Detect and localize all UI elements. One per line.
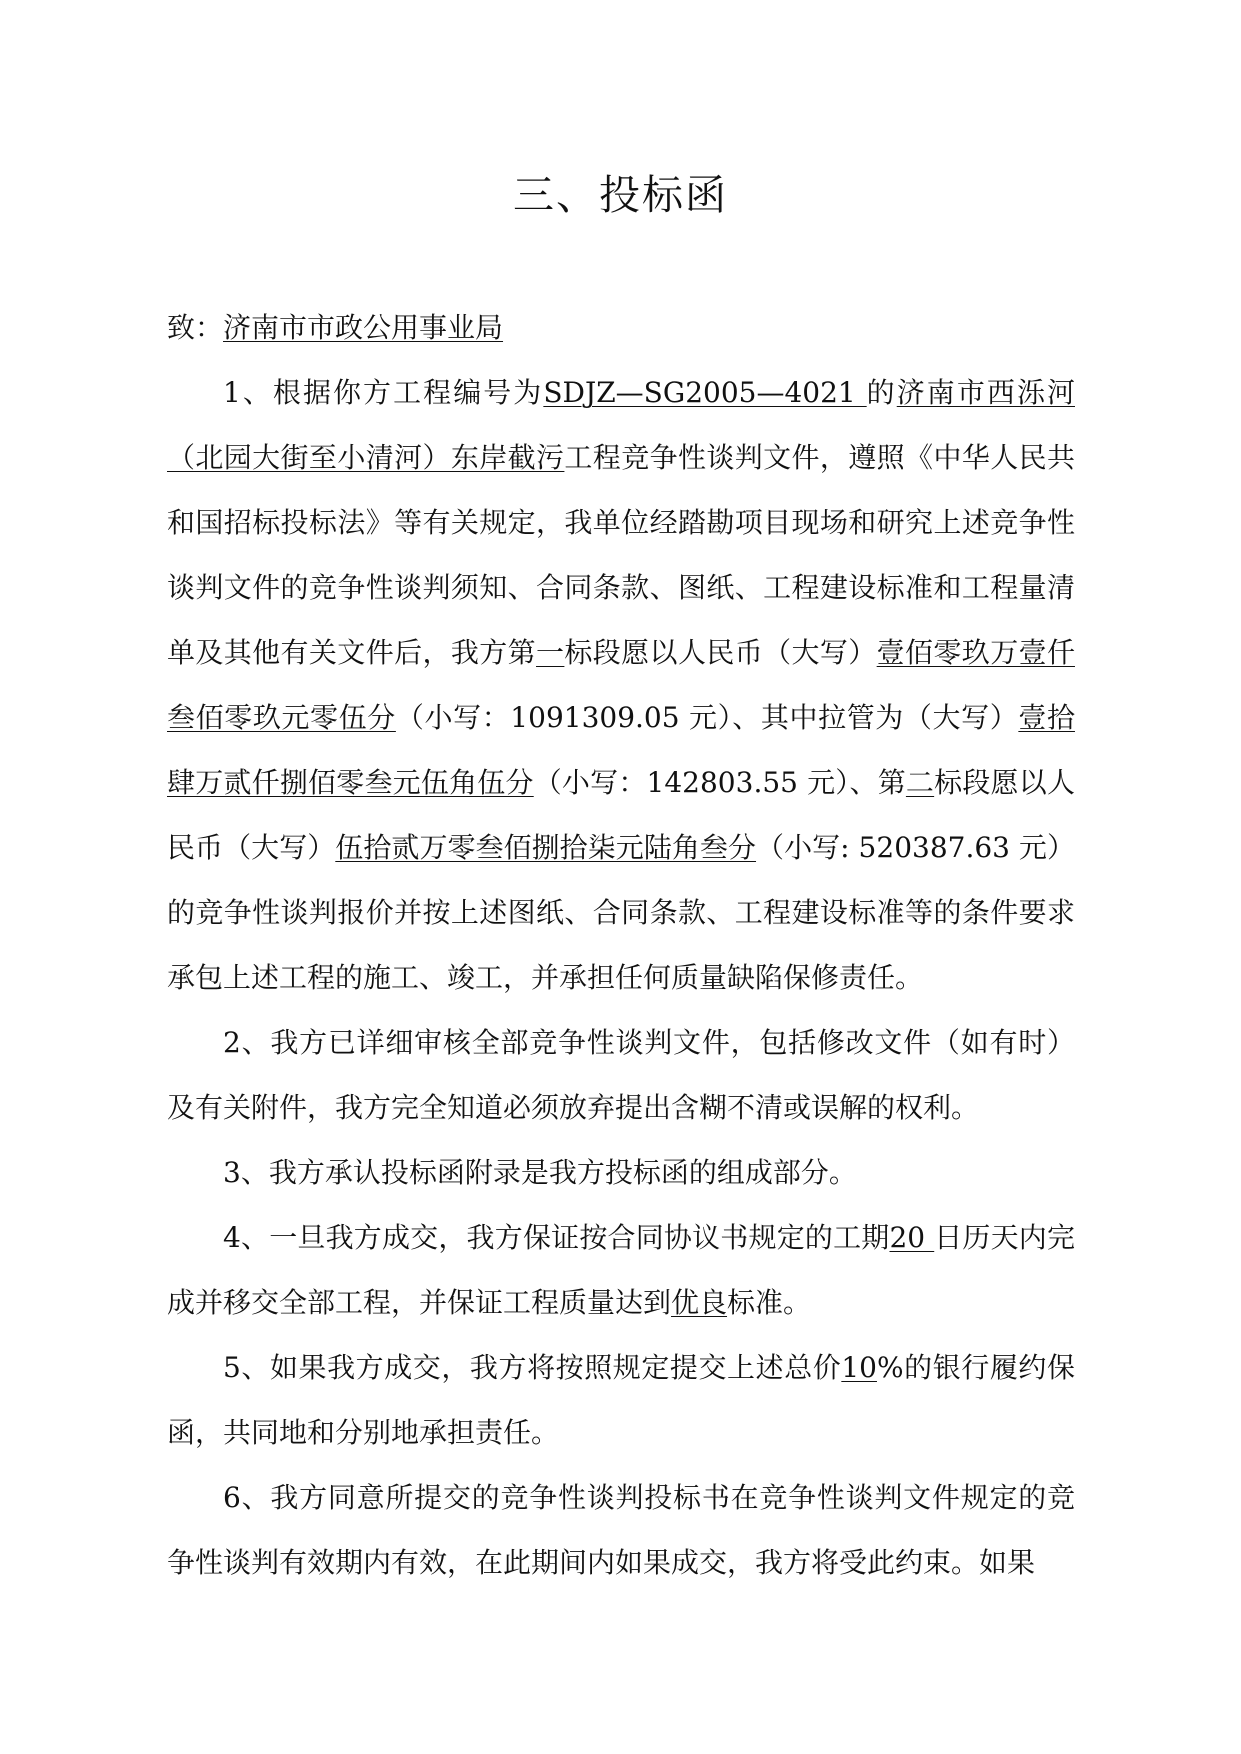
pipe-amount-words: 壹拾肆万贰仟捌佰零叁元伍角伍分: [167, 701, 1075, 799]
p1-text-4: 标段愿以人民币（大写）: [564, 636, 877, 669]
p1-text-6: （小写：142803.55 元）、第: [533, 766, 906, 799]
section1-number: 一: [536, 636, 565, 669]
p1-text-5: （小写：1091309.05 元）、其中拉管为（大写）: [395, 701, 1019, 734]
recipient-prefix: 致：: [167, 311, 224, 344]
p5-text-2: %的银行履约保函，共同地和分别地承担责任。: [167, 1351, 1075, 1449]
p1-text-3: 工程竞争性谈判文件，遵照《中华人民共和国招标投标法》等有关规定，我单位经踏勘项目现场和研究上述竞争性谈判文件的竞争性谈判须知、合同条款、图纸、工程建设标准和工程量清单及其他有关文件后，我方第: [167, 441, 1075, 669]
p4-text-1: 4、一旦我方成交，我方保证按合同协议书规定的工期: [223, 1221, 890, 1254]
quality-grade: 优良: [671, 1286, 728, 1319]
project-code: SDJZ—SG2005—4021: [543, 376, 867, 409]
p1-text-8: （小写: 520387.63 元）的竞争性谈判报价并按上述图纸、合同条款、工程建设标准等的条件要求承包上述工程的施工、竣工，并承担任何质量缺陷保修责任。: [167, 831, 1075, 994]
p4-text-2: 日历天内完成并移交全部工程，并保证工程质量达到: [167, 1221, 1075, 1319]
p1-text-1: 1、根据你方工程编号为: [223, 376, 544, 409]
p1-text-2: 的: [866, 376, 897, 409]
letter-body: [167, 295, 1075, 1595]
section2-amount-words: 伍拾贰万零叁佰捌拾柒元陆角叁分: [335, 831, 757, 864]
project-name: 济南市西泺河（北园大街至小清河）东岸截污: [167, 376, 1075, 474]
paragraph-3: 3、我方承认投标函附录是我方投标函的组成部分。: [223, 1156, 857, 1189]
p1-text-7: 标段愿以人民币（大写）: [167, 766, 1075, 864]
paragraph-6: 6、我方同意所提交的竞争性谈判投标书在竞争性谈判文件规定的竞争性谈判有效期内有效，在此期间内如果成交，我方将受此约束。如果: [167, 1481, 1075, 1579]
page-title: 三、投标函: [513, 171, 728, 219]
section2-number: 二: [905, 766, 935, 799]
p5-text-1: 5、如果我方成交，我方将按照规定提交上述总价: [223, 1351, 842, 1384]
construction-duration: 20: [889, 1221, 935, 1254]
section1-amount-words: 壹佰零玖万壹仟叁佰零玖元零伍分: [167, 636, 1075, 734]
guarantee-percent: 10: [841, 1351, 877, 1384]
paragraph-5: [167, 1335, 1075, 1465]
paragraph-4: [167, 1205, 1075, 1335]
recipient-name: 济南市市政公用事业局: [223, 311, 504, 344]
recipient-line: [167, 295, 1075, 360]
paragraph-1: [167, 360, 1075, 1010]
paragraph-2: 2、我方已详细审核全部竞争性谈判文件，包括修改文件（如有时）及有关附件，我方完全知道必须放弃提出含糊不清或误解的权利。: [167, 1026, 1075, 1124]
p4-text-3: 标准。: [727, 1286, 812, 1319]
